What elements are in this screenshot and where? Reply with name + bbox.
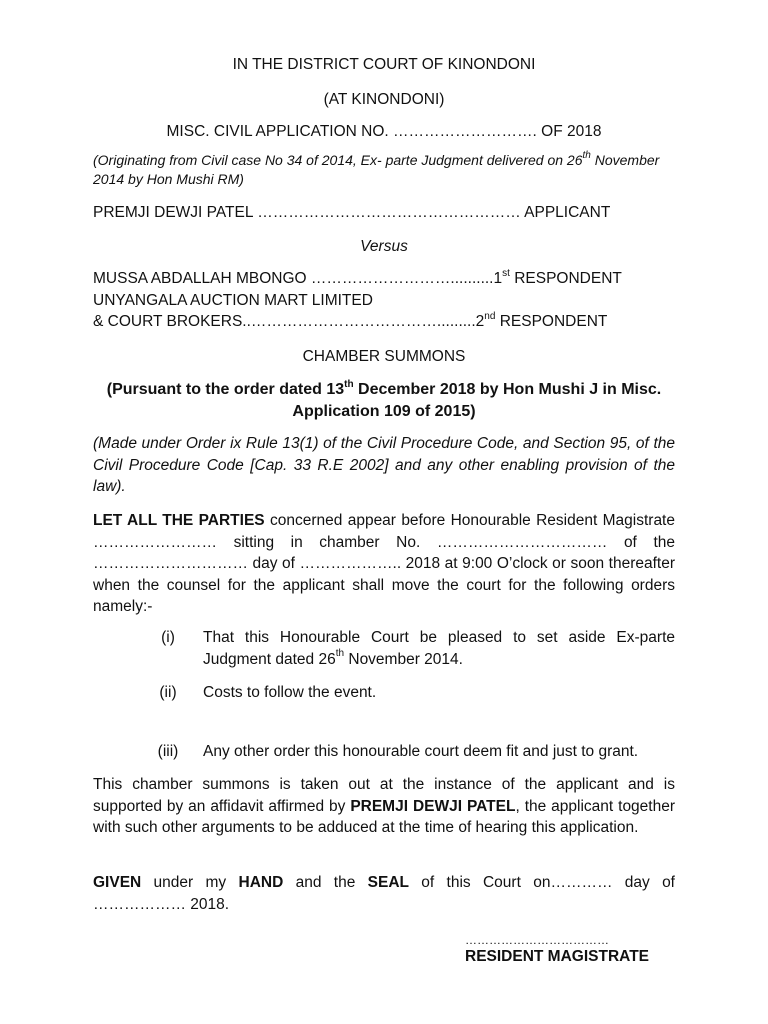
respondent-2-name: UNYANGALA AUCTION MART LIMITED bbox=[93, 291, 373, 309]
made-under-note: (Made under Order ix Rule 13(1) of the Civil Procedure Code, and Section 95, of the Civil Procedure Code [Cap. 33 R.E 2002] and any other enabling provision of the law). bbox=[93, 435, 675, 495]
order-item-3 bbox=[0, 741, 768, 765]
let-all-parties-paragraph: LET ALL THE PARTIES concerned appear before Honourable Resident Magistrate …………………… sitting in chamber No. …………………………… of the ………………………… day of ……………….. 2018 at 9:00 O’clock or soon thereafter when the counsel for the applicant shall move the court for the following orders namely:- bbox=[93, 512, 675, 615]
given-paragraph: GIVEN under my HAND and the SEAL of this Court on………… day of ……………… 2018. bbox=[93, 874, 675, 913]
signature-line: ……………………………… bbox=[465, 933, 609, 947]
order-item-1-number: (i) bbox=[161, 629, 175, 646]
court-name: IN THE DISTRICT COURT OF KINONDONI bbox=[232, 56, 536, 73]
affidavit-paragraph: This chamber summons is taken out at the instance of the applicant and is supported by an affidavit affirmed by PREMJI DEWJI PATEL, the applicant together with such other arguments to be adduced at the time of hearing this application. bbox=[93, 776, 676, 836]
applicant-line: PREMJI DEWJI PATEL …………………………………………… APPLICANT bbox=[93, 204, 611, 221]
order-item-2-number: (ii) bbox=[159, 684, 177, 701]
order-item-2 bbox=[0, 682, 768, 706]
origin-sup: th bbox=[582, 150, 591, 162]
signature-title: RESIDENT MAGISTRATE bbox=[465, 948, 649, 965]
order-item-1 bbox=[0, 627, 768, 677]
origin-line2: 2014 by Hon Mushi RM) bbox=[93, 171, 244, 187]
application-number: MISC. CIVIL APPLICATION NO. ………………………. OF 2018 bbox=[166, 123, 602, 140]
order-item-3-text: Any other order this honourable court deem fit and just to grant. bbox=[203, 743, 639, 760]
applicant-name: PREMJI DEWJI PATEL bbox=[350, 797, 516, 815]
order-item-1-text: That this Honourable Court be pleased to set aside Ex-parte Judgment dated 26th November 2014. bbox=[203, 629, 675, 668]
respondent-1: MUSSA ABDALLAH MBONGO ………………………..........1st RESPONDENT bbox=[93, 267, 622, 287]
let-all-parties-label: LET ALL THE PARTIES bbox=[93, 512, 265, 529]
origin-note bbox=[93, 151, 675, 189]
order-item-3-number: (iii) bbox=[157, 743, 179, 760]
respondents-block bbox=[93, 268, 675, 333]
order-item-2-text: Costs to follow the event. bbox=[203, 684, 377, 701]
summons-title: CHAMBER SUMMONS bbox=[302, 348, 466, 365]
respondent-2: & COURT BROKERS..……………………………….........2nd RESPONDENT bbox=[93, 310, 608, 330]
origin-suffix: November bbox=[590, 152, 660, 168]
court-location: (AT KINONDONI) bbox=[323, 91, 445, 108]
pursuant-note: (Pursuant to the order dated 13th December 2018 by Hon Mushi J in Misc. Application 109 of 2015) bbox=[106, 378, 662, 420]
origin-prefix: (Originating from Civil case No 34 of 2014, Ex- parte Judgment delivered on 26 bbox=[93, 152, 583, 168]
versus-label: Versus bbox=[360, 238, 408, 255]
